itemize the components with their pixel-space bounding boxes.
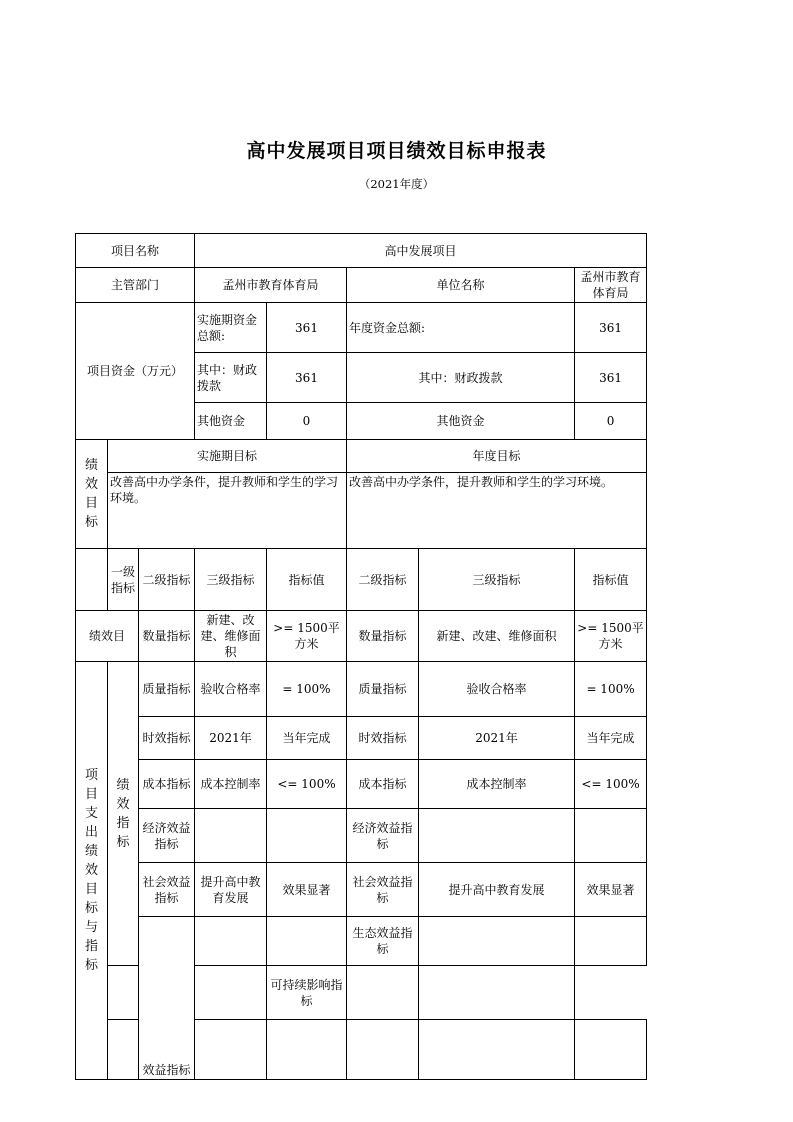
row-value: <= 100% — [267, 760, 347, 809]
table-row — [76, 863, 647, 917]
row-l2: 时效指标 — [139, 717, 195, 760]
row-value: >= 1500平方米 — [267, 611, 347, 662]
unit-value: 孟州市教育体育局 — [575, 268, 647, 303]
level2-header: 二级指标 — [139, 549, 195, 611]
impl-goal-header: 实施期目标 — [108, 440, 347, 473]
row-year-l3: 成本控制率 — [419, 760, 575, 809]
level2-benefit-label: 效益指标 — [139, 917, 195, 1080]
row-year-value — [575, 809, 647, 863]
table-row — [76, 760, 647, 809]
row-year-l2: 社会效益指标 — [347, 863, 419, 917]
table-row — [76, 809, 647, 863]
row-year-l2: 数量指标 — [347, 611, 419, 662]
filler-cell — [419, 1020, 575, 1080]
funds-label: 项目资金（万元） — [76, 303, 195, 440]
row-year-value: 当年完成 — [575, 717, 647, 760]
table-row — [76, 717, 647, 760]
table-row — [76, 662, 647, 717]
row-year-value — [419, 966, 575, 1020]
year-level2-header: 二级指标 — [347, 549, 419, 611]
page-subtitle: （2021年度） — [358, 177, 435, 191]
project-name-label: 项目名称 — [76, 234, 195, 268]
level3-header: 三级指标 — [195, 549, 267, 611]
dept-label: 主管部门 — [76, 268, 195, 303]
row-l3 — [195, 809, 267, 863]
table-row — [76, 611, 647, 662]
filler-cell — [347, 1020, 419, 1080]
row-l3: 成本控制率 — [195, 760, 267, 809]
year-total-value: 361 — [575, 303, 647, 353]
year-value-header: 指标值 — [575, 549, 647, 611]
impl-other-label: 其他资金 — [195, 403, 267, 440]
row-value: 当年完成 — [267, 717, 347, 760]
impl-goal-text: 改善高中办学条件，提升教师和学生的学习环境。 — [108, 473, 347, 549]
year-fiscal-value: 361 — [575, 353, 647, 403]
row-year-l3: 验收合格率 — [419, 662, 575, 717]
row-year-value: 效果显著 — [575, 863, 647, 917]
impl-fiscal-value: 361 — [267, 353, 347, 403]
page-title: 高中发展项目项目绩效目标申报表 — [246, 140, 547, 162]
row-year-l2: 时效指标 — [347, 717, 419, 760]
row-value: 效果显著 — [267, 863, 347, 917]
row-year-l2: 质量指标 — [347, 662, 419, 717]
year-other-label: 其他资金 — [347, 403, 575, 440]
row-value — [195, 966, 267, 1020]
blank-header-cell — [76, 549, 108, 611]
goals-label: 绩效目标 — [76, 440, 108, 549]
main-side-label: 项目支出绩效目标与指标 — [76, 662, 108, 1080]
row-year-value: <= 100% — [575, 760, 647, 809]
row-year-l3: 新建、改建、维修面积 — [419, 611, 575, 662]
value-header: 指标值 — [267, 549, 347, 611]
row-year-value: >= 1500平方米 — [575, 611, 647, 662]
row-value — [267, 809, 347, 863]
row-l3: 2021年 — [195, 717, 267, 760]
project-name-value: 高中发展项目 — [195, 234, 647, 268]
table-row — [76, 917, 647, 966]
perf-side-label-a: 绩效目 — [76, 611, 139, 662]
row-l2: 成本指标 — [139, 760, 195, 809]
row-l2: 质量指标 — [139, 662, 195, 717]
row-year-l2: 生态效益指标 — [347, 917, 419, 966]
row-year-l3 — [347, 966, 419, 1020]
impl-total-label: 实施期资金总额: — [195, 303, 267, 353]
level1-perf-label: 绩效指标 — [108, 662, 139, 966]
performance-target-table — [75, 233, 647, 1080]
dept-value: 孟州市教育体育局 — [195, 268, 347, 303]
filler-cell — [108, 1020, 139, 1080]
row-l3 — [108, 966, 139, 1020]
impl-other-value: 0 — [267, 403, 347, 440]
row-year-l2: 经济效益指标 — [347, 809, 419, 863]
row-year-l3 — [419, 809, 575, 863]
row-l3: 验收合格率 — [195, 662, 267, 717]
row-value — [267, 917, 347, 966]
row-l3: 提升高中教育发展 — [195, 863, 267, 917]
level1-header: 一级指标 — [108, 549, 139, 611]
impl-total-value: 361 — [267, 303, 347, 353]
row-l3: 新建、改建、维修面积 — [195, 611, 267, 662]
impl-fiscal-label: 其中：财政拨款 — [195, 353, 267, 403]
row-year-value — [575, 917, 647, 966]
year-total-label: 年度资金总额: — [347, 303, 575, 353]
year-goal-text: 改善高中办学条件，提升教师和学生的学习环境。 — [347, 473, 647, 549]
form-table-container — [75, 233, 646, 1077]
row-l2: 经济效益指标 — [139, 809, 195, 863]
year-other-value: 0 — [575, 403, 647, 440]
year-goal-header: 年度目标 — [347, 440, 647, 473]
filler-cell — [195, 1020, 267, 1080]
unit-label: 单位名称 — [347, 268, 575, 303]
row-l2: 数量指标 — [139, 611, 195, 662]
row-year-value: = 100% — [575, 662, 647, 717]
row-year-l2: 成本指标 — [347, 760, 419, 809]
row-value: = 100% — [267, 662, 347, 717]
year-fiscal-label: 其中：财政拨款 — [347, 353, 575, 403]
row-year-l2: 可持续影响指标 — [267, 966, 347, 1020]
row-year-l3: 提升高中教育发展 — [419, 863, 575, 917]
row-year-l3 — [419, 917, 575, 966]
row-year-l3: 2021年 — [419, 717, 575, 760]
row-l3 — [195, 917, 267, 966]
year-level3-header: 三级指标 — [419, 549, 575, 611]
filler-cell — [267, 1020, 347, 1080]
filler-cell — [575, 1020, 647, 1080]
row-l2: 社会效益指标 — [139, 863, 195, 917]
